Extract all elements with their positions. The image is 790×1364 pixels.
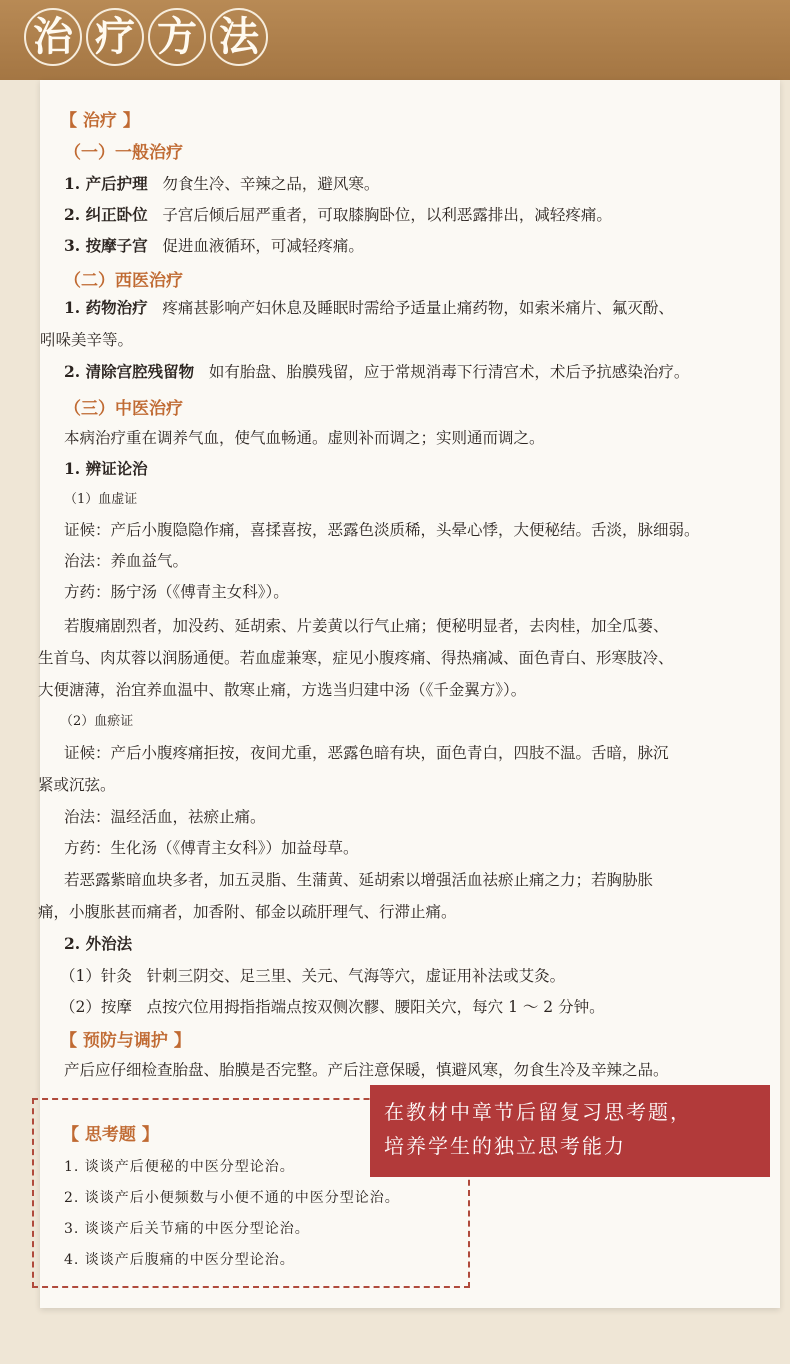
item-head: 2. 清除宫腔残留物	[64, 362, 195, 381]
external-item	[60, 995, 605, 1017]
paragraph-line: 大便溏薄，治宜养血温中、散寒止痛，方选当归建中汤（《千金翼方》）。	[38, 681, 527, 699]
general-item	[64, 172, 379, 194]
blood-deficiency-title: （1）血虚证	[64, 492, 138, 507]
item-head: （1）针灸	[60, 967, 132, 985]
item-text: 点按穴位用拇指指端点按双侧次髎、腰阳关穴，每穴 1 ～ 2 分钟。	[146, 998, 605, 1016]
item-text: 勿食生冷、辛辣之品，避风寒。	[162, 175, 380, 193]
title-char: 治	[24, 8, 82, 66]
header-bar	[0, 0, 790, 80]
question-item: 4. 谈谈产后腹痛的中医分型论治。	[64, 1252, 295, 1268]
syndrome-differentiation-heading: 1. 辨证论治	[64, 459, 148, 478]
paragraph-line: 生首乌、肉苁蓉以润肠通便。若血虚兼寒，症见小腹疼痛、得热痛减、面色青白、形寒肢冷、	[38, 649, 674, 667]
blood-stasis-title: （2）血瘀证	[60, 714, 134, 729]
question-item: 1. 谈谈产后便秘的中医分型论治。	[64, 1159, 295, 1175]
callout-line: 在教材中章节后留复习思考题，	[384, 1100, 692, 1124]
questions-label: 【 思考题 】	[62, 1125, 159, 1145]
paragraph-line: 证候：产后小腹隐隐作痛，喜揉喜按，恶露色淡质稀，头晕心悸，大便秘结。舌淡，脉细弱。	[64, 521, 700, 539]
paragraph-line: 治法：养血益气。	[64, 552, 189, 570]
item-head: （2）按摩	[60, 998, 132, 1016]
western-item-continuation: 吲哚美辛等。	[40, 331, 134, 349]
paragraph-line: 证候：产后小腹疼痛拒按，夜间尤重，恶露色暗有块，面色青白，四肢不温。舌暗，脉沉	[64, 744, 669, 762]
item-head: 2. 纠正卧位	[64, 205, 148, 224]
paragraph-line: 痛，小腹胀甚而痛者，加香附、郁金以疏肝理气、行滞止痛。	[38, 903, 457, 921]
item-text: 子宫后倾后屈严重者，可取膝胸卧位，以利恶露排出，减轻疼痛。	[162, 206, 612, 224]
western-item	[64, 360, 689, 382]
item-text: 如有胎盘、胎膜残留，应于常规消毒下行清宫术，术后予抗感染治疗。	[208, 363, 690, 381]
prevention-section-label: 【 预防与调护 】	[60, 1031, 191, 1051]
question-item: 2. 谈谈产后小便频数与小便不通的中医分型论治。	[64, 1190, 400, 1206]
paragraph-line: 若腹痛剧烈者，加没药、延胡索、片姜黄以行气止痛；便秘明显者，去肉桂，加全瓜蒌、	[64, 617, 669, 635]
tcm-treatment-heading: （三）中医治疗	[64, 399, 183, 419]
treatment-section-label: 【 治疗 】	[60, 111, 140, 131]
callout-banner	[370, 1085, 770, 1177]
external-item	[60, 964, 565, 986]
prevention-text: 产后应仔细检查胎盘、胎膜是否完整。产后注意保暖，慎避风寒，勿食生冷及辛辣之品。	[64, 1061, 669, 1079]
external-therapy-heading: 2. 外治法	[64, 934, 133, 953]
title-char: 疗	[86, 8, 144, 66]
paragraph-line: 治法：温经活血，祛瘀止痛。	[64, 808, 266, 826]
paragraph-line: 若恶露紫暗血块多者，加五灵脂、生蒲黄、延胡索以增强活血祛瘀止痛之力；若胸胁胀	[64, 871, 654, 889]
item-head: 1. 产后护理	[64, 174, 148, 193]
item-head: 3. 按摩子宫	[64, 236, 148, 255]
question-item: 3. 谈谈产后关节痛的中医分型论治。	[64, 1221, 310, 1237]
title-char: 方	[148, 8, 206, 66]
page-title	[24, 8, 268, 66]
paragraph-line: 紧或沉弦。	[38, 776, 116, 794]
paragraph-line: 方药：肠宁汤（《傅青主女科》）。	[64, 583, 289, 601]
western-treatment-heading: （二）西医治疗	[64, 271, 183, 291]
item-text: 针刺三阴交、足三里、关元、气海等穴，虚证用补法或艾灸。	[146, 967, 566, 985]
item-text: 促进血液循环，可减轻疼痛。	[162, 237, 364, 255]
western-item	[64, 296, 674, 318]
tcm-intro: 本病治疗重在调养气血，使气血畅通。虚则补而调之；实则通而调之。	[64, 429, 545, 447]
item-head: 1. 药物治疗	[64, 298, 148, 317]
callout-line: 培养学生的独立思考能力	[384, 1134, 626, 1158]
title-char: 法	[210, 8, 268, 66]
item-text: 疼痛甚影响产妇休息及睡眠时需给予适量止痛药物，如索米痛片、氟灭酚、	[162, 299, 674, 317]
general-item	[64, 234, 364, 256]
general-treatment-heading: （一）一般治疗	[64, 143, 183, 163]
paragraph-line: 方药：生化汤（《傅青主女科》）加益母草。	[64, 839, 359, 857]
general-item	[64, 203, 612, 225]
